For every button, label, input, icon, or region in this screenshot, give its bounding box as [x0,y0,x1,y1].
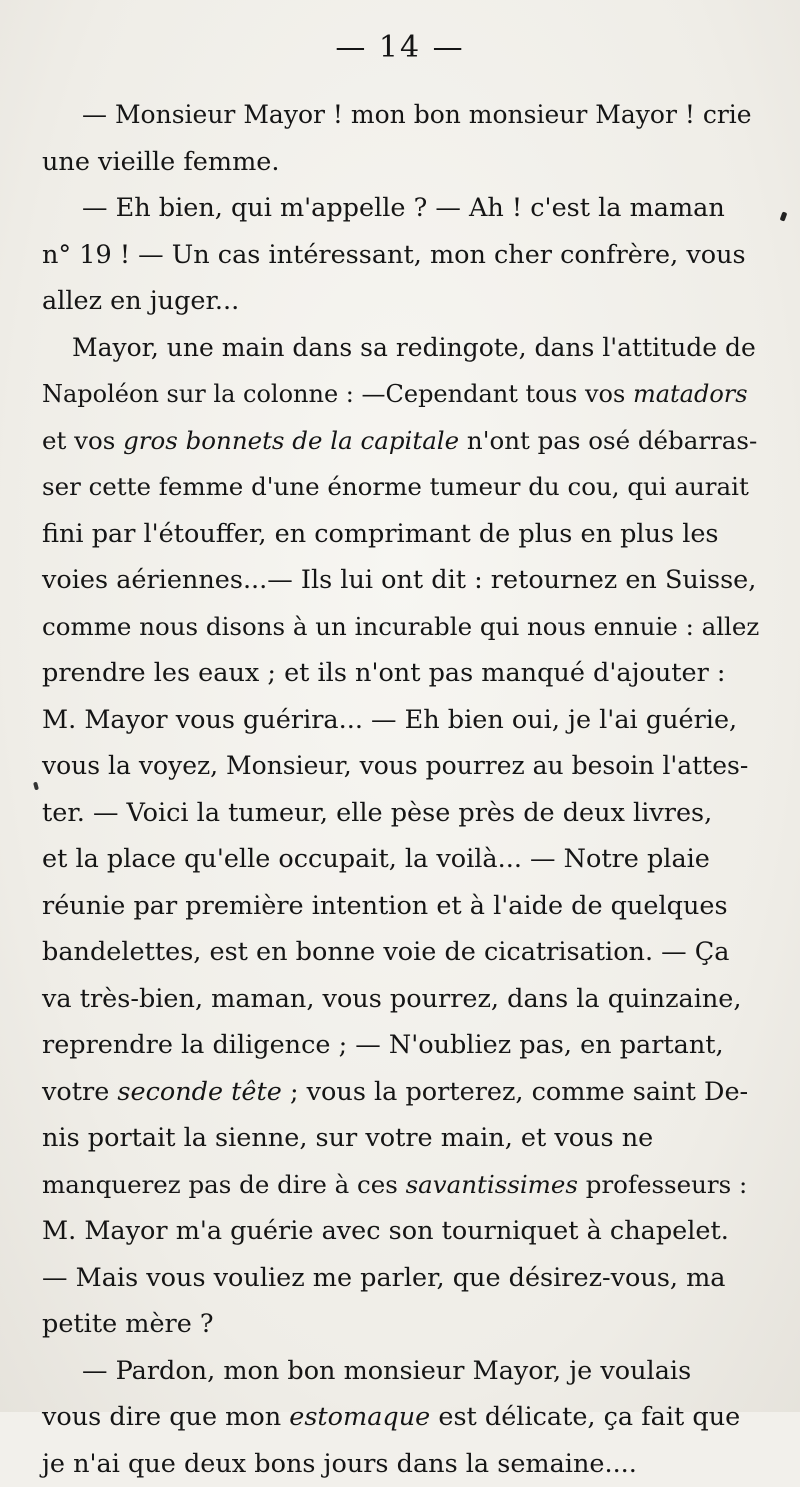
text-line: ser cette femme d'une énorme tumeur du cou, qui aurait [42,464,760,511]
text-line: prendre les eaux ; et ils n'ont pas manqué d'ajouter : [42,650,760,697]
text-line: va très-bien, maman, vous pourrez, dans la quinzaine, [42,976,760,1023]
text-line: nis portait la sienne, sur votre main, et vous ne [42,1115,760,1162]
text-line: petite mère ? [42,1301,760,1348]
text-line: vous la voyez, Monsieur, vous pourrez au besoin l'attes- [42,743,760,790]
text-line: ter. — Voici la tumeur, elle pèse près de deux livres, [42,790,760,837]
text-line: — Pardon, mon bon monsieur Mayor, je voulais [42,1348,760,1395]
text-line: manquerez pas de dire à ces savantissimes professeurs : [42,1162,760,1209]
text-line: — Mais vous vouliez me parler, que désirez-vous, ma [42,1255,760,1302]
text-line: fini par l'étouffer, en comprimant de plus en plus les [42,511,760,558]
text-line: allez en juger... [42,278,760,325]
text-line: voies aériennes...— Ils lui ont dit : retournez en Suisse, [42,557,760,604]
text-line: bandelettes, est en bonne voie de cicatrisation. — Ça [42,929,760,976]
text-line: — Monsieur Mayor ! mon bon monsieur Mayor ! crie [42,92,760,139]
ink-speck [780,211,788,221]
text-line: et vos gros bonnets de la capitale n'ont pas osé débarras- [42,418,760,465]
text-line: M. Mayor m'a guérie avec son tourniquet à chapelet. [42,1208,760,1255]
ink-speck [33,782,39,791]
italic-phrase: seconde tête [117,1077,281,1107]
page-number: — 14 — [0,30,800,65]
body-text [42,92,760,1487]
italic-phrase: gros bonnets de la capitale [123,426,459,455]
text-line: je n'ai que deux bons jours dans la semaine.... [42,1441,760,1487]
text-line: réunie par première intention et à l'aide de quelques [42,883,760,930]
text-line: reprendre la diligence ; — N'oubliez pas, en partant, [42,1022,760,1069]
text-line: M. Mayor vous guérira... — Eh bien oui, je l'ai guérie, [42,697,760,744]
text-line: comme nous disons à un incurable qui nous ennuie : allez [42,604,760,651]
text-line: et la place qu'elle occupait, la voilà... — Notre plaie [42,836,760,883]
text-line: vous dire que mon estomaque est délicate, ça fait que [42,1394,760,1441]
text-line: Napoléon sur la colonne : —Cependant tous vos matadors [42,371,760,418]
italic-word: savantissimes [406,1170,578,1199]
italic-word: matadors [633,380,748,408]
text-line: Mayor, une main dans sa redingote, dans l'attitude de [42,325,760,372]
text-line: n° 19 ! — Un cas intéressant, mon cher confrère, vous [42,232,760,279]
text-line: — Eh bien, qui m'appelle ? — Ah ! c'est la maman [42,185,760,232]
italic-word: estomaque [289,1402,430,1432]
text-line: une vieille femme. [42,139,760,186]
text-line: votre seconde tête ; vous la porterez, comme saint De- [42,1069,760,1116]
